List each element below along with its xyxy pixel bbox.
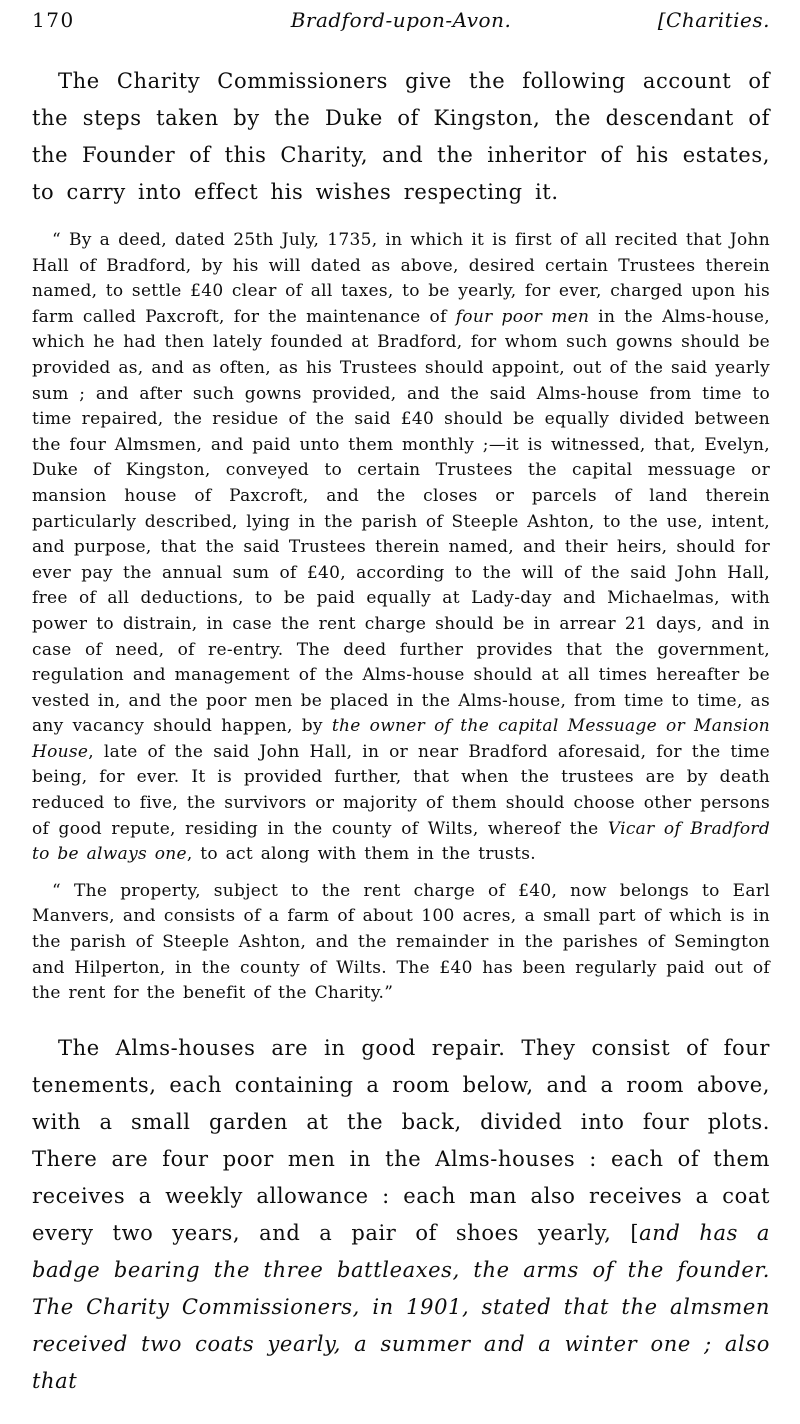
quoted-paragraph-2 [32,879,770,1007]
intro-paragraph [32,63,770,211]
closing-italic-note: and has a badge bearing the three battleaxes, the arms of the founder. The Charity Commissioners, in 1901, stated that the almsmen received two coats yearly, a summer and a winter one ; also that [32,1220,770,1393]
quote1-seg3: in the Alms-house, which he had then lately founded at Bradford, for whom such gowns should be provided as, and as often, as his Trustees should appoint, out of the said yearly sum ; and after such gowns provided, and the said Alms-house from time to time repaired, the residue of the said £40 should be equally divided between the four Almsmen, and paid unto them monthly ;—it is witnessed, that, Evelyn, Duke of Kingston, conveyed to certain Trustees the capital messuage or mansion house of Paxcroft, and the closes or parcels of land therein particularly described, lying in the parish of Steeple Ashton, to the use, intent, and purpose, that the said Trustees therein named, and their heirs, should for ever pay the annual sum of £40, according to the will of the said John Hall, free of all deductions, to be paid equally at Lady-day and Michaelmas, with power to distrain, in case the rent charge should be in arrear 21 days, and in case of need, of re-entry. The deed further provides that the government, regulation and management of the Alms-house should at all times hereafter be vested in, and the poor men be placed in the Alms-house, from time to time, as any vacancy should happen, by [32,306,770,737]
intro-text: The Charity Commissioners give the following account of the steps taken by the Duke of Kingston, the descendant of the Founder of this Charity, and the inheritor of his estates, to carry into effect his wishes respecting it. [32,69,770,204]
quote1-seg1: “ By a deed, dated 25th July, 1735, in which it is first of all recited that John Hall of Bradford, by his will dated as above, desired certain Trustees therein named, to settle £40 clear of all taxes, to be yearly, for ever, charged upon his farm called Paxcroft, for the maintenance of [32,230,770,327]
quote1-italic-four-poor-men: four poor men [455,306,590,327]
quote1-seg5: , late of the said John Hall, in or near Bradford aforesaid, for the time being, for ever. It is provided further, that when the trustees are by death reduced to five, the survivors or majority of them should choose other persons of good repute, residing in the county of Wilts, whereof the [32,741,770,839]
page-header [32,8,770,32]
quote1-italic-owner-of-capital: the owner of the capital Messuage or Mansion House [32,716,770,762]
closing-seg1: The Alms-houses are in good repair. They consist of four tenements, each containing a room below, and a room above, with a small garden at the back, divided into four plots. There are four poor men in the Alms-houses : each of them receives a weekly allowance : each man also receives a coat every two years, and a pair of shoes yearly, [ [32,1035,770,1245]
quote2-text: “ The property, subject to the rent charge of £40, now belongs to Earl Manvers, and consists of a farm of about 100 acres, a small part of which is in the parish of Steeple Ashton, and the remainder in the parishes of Semington and Hilperton, in the county of Wilts. The £40 has been regularly paid out of the rent for the benefit of the Charity.” [32,880,770,1004]
quoted-paragraph-1 [32,228,770,868]
section-label: [Charities. [657,8,770,32]
quote1-seg7: , to act along with them in the trusts. [186,844,536,865]
quote1-italic-vicar-of-bradford: Vicar of Bradford to be always one [32,818,771,865]
closing-paragraph [32,1030,770,1400]
page-number: 170 [32,8,75,32]
running-title: Bradford-upon-Avon. [290,8,512,32]
